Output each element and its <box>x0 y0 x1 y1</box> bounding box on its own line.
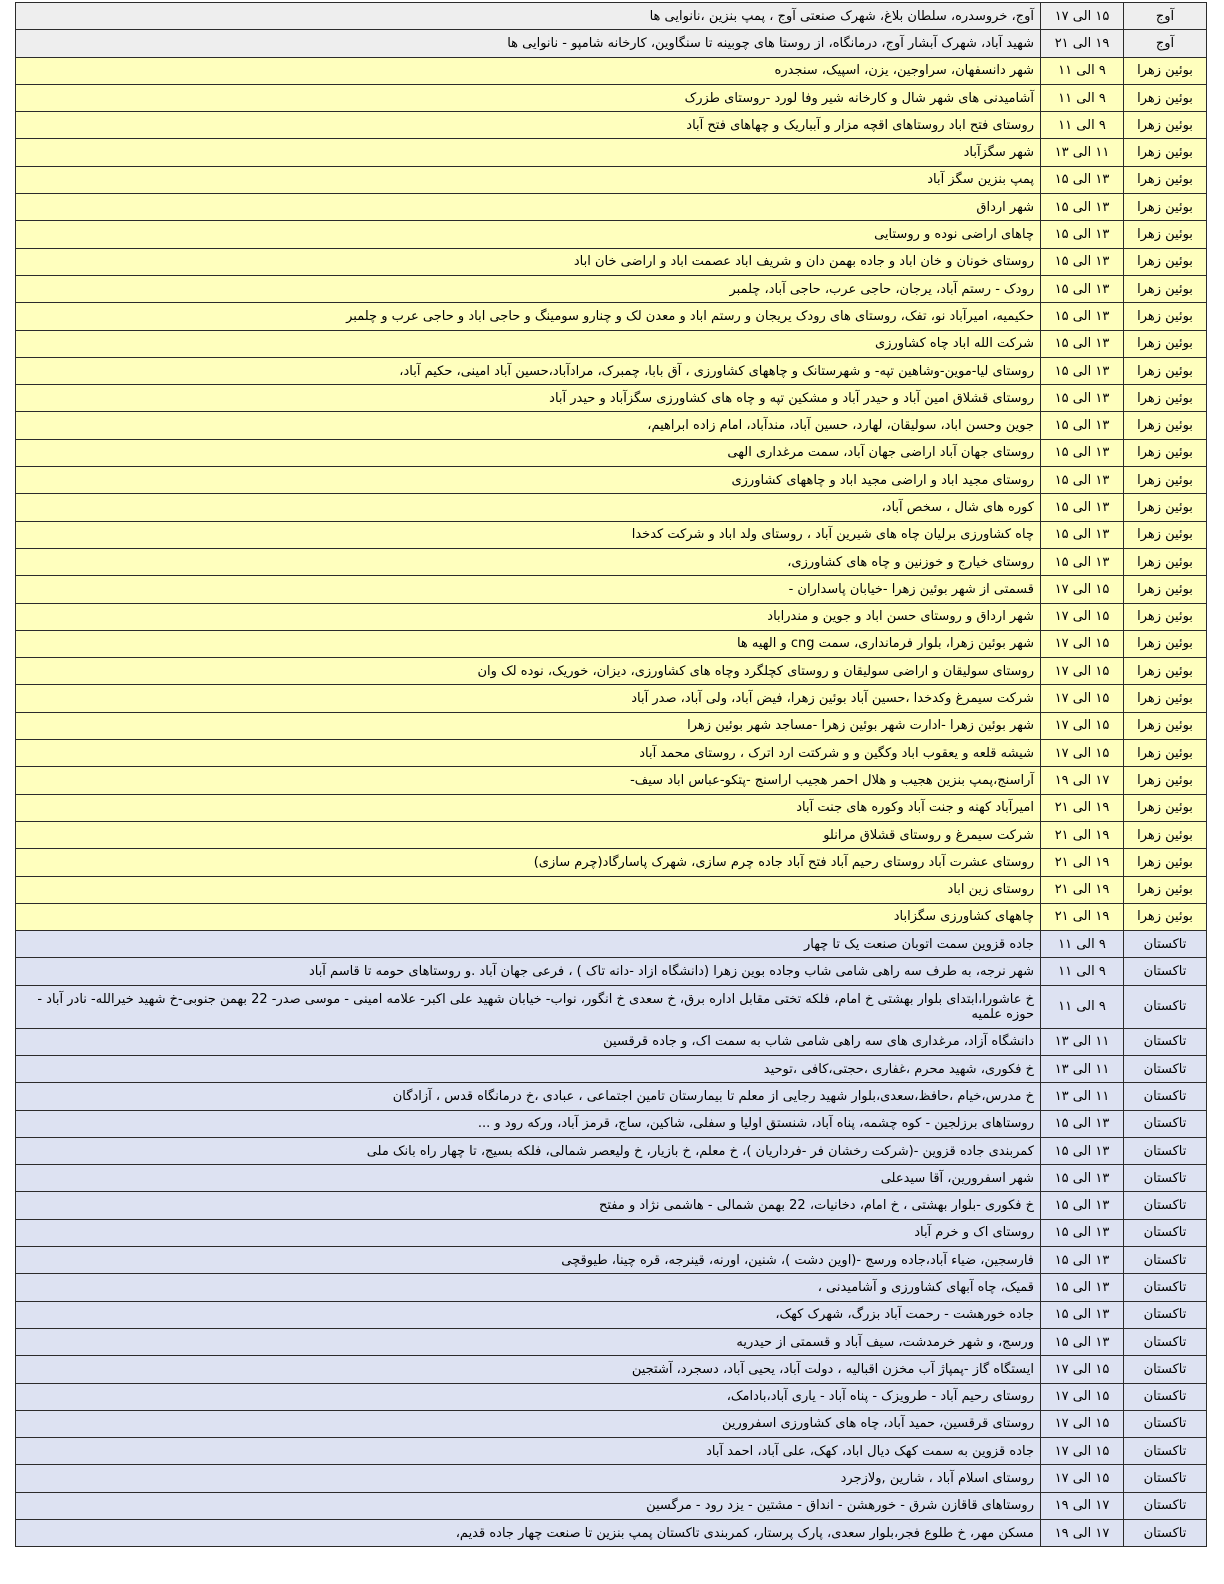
area-cell: روستای اک و خرم آباد <box>16 1219 1041 1246</box>
area-cell: جاده قزوین سمت اتوبان صنعت یک تا چهار <box>16 931 1041 958</box>
table-row <box>16 1137 1207 1164</box>
city-cell: تاکستان <box>1124 1192 1207 1219</box>
city-cell: بوئین زهرا <box>1124 166 1207 193</box>
time-range-cell: ۱۳ الی ۱۵ <box>1041 1328 1124 1355</box>
table-row <box>16 767 1207 794</box>
area-cell: جوین وحسن اباد، سولیقان، لهارد، حسین آباد، مندآباد، امام زاده ابراهیم، <box>16 412 1041 439</box>
table-row <box>16 1410 1207 1437</box>
city-cell: بوئین زهرا <box>1124 303 1207 330</box>
city-cell: تاکستان <box>1124 1110 1207 1137</box>
area-cell: روستای قشلاق امین آباد و حیدر آباد و مشکین تپه و چاه های کشاورزی سگزآباد و حیدر آباد <box>16 385 1041 412</box>
city-cell: بوئین زهرا <box>1124 330 1207 357</box>
city-cell: تاکستان <box>1124 985 1207 1028</box>
time-range-cell: ۱۵ الی ۱۷ <box>1041 740 1124 767</box>
area-cell: خ عاشورا،ابتدای بلوار بهشتی خ امام، فلکه تختی مقابل اداره برق، خ سعدی خ انگور، نواب- خیابان شهید علی اکبر- علامه امینی - موسی صدر- 22 بهمن جنوبی-خ شهید خیرالله- نادر آباد - حوزه علمیه <box>16 985 1041 1028</box>
table-row <box>16 275 1207 302</box>
table-row <box>16 1219 1207 1246</box>
area-cell: شرکت سیمرغ و روستای قشلاق مرانلو <box>16 821 1041 848</box>
city-cell: بوئین زهرا <box>1124 603 1207 630</box>
area-cell: شهر ارداق و روستای حسن اباد و جوین و مندراباد <box>16 603 1041 630</box>
area-cell: جاده خورهشت - رحمت آباد بزرگ، شهرک کهک، <box>16 1301 1041 1328</box>
area-cell: چاهای اراضی نوده و روستایی <box>16 221 1041 248</box>
area-cell: روستای فتح اباد روستاهای اقچه مزار و آبباریک و چهاهای فتح آباد <box>16 112 1041 139</box>
area-cell: شهر ارداق <box>16 194 1041 221</box>
area-cell: شرکت الله اباد چاه کشاورزی <box>16 330 1041 357</box>
city-cell: بوئین زهرا <box>1124 84 1207 111</box>
table-row <box>16 1438 1207 1465</box>
table-row <box>16 630 1207 657</box>
table-row <box>16 1383 1207 1410</box>
time-range-cell: ۱۳ الی ۱۵ <box>1041 1165 1124 1192</box>
city-cell: بوئین زهرا <box>1124 658 1207 685</box>
time-range-cell: ۱۵ الی ۱۷ <box>1041 603 1124 630</box>
table-row <box>16 330 1207 357</box>
table-row <box>16 3 1207 30</box>
city-cell: تاکستان <box>1124 1410 1207 1437</box>
time-range-cell: ۱۳ الی ۱۵ <box>1041 357 1124 384</box>
time-range-cell: ۱۵ الی ۱۷ <box>1041 1383 1124 1410</box>
time-range-cell: ۱۵ الی ۱۷ <box>1041 3 1124 30</box>
time-range-cell: ۹ الی ۱۱ <box>1041 57 1124 84</box>
city-cell: بوئین زهرا <box>1124 412 1207 439</box>
time-range-cell: ۱۳ الی ۱۵ <box>1041 194 1124 221</box>
table-row <box>16 903 1207 930</box>
table-row <box>16 1110 1207 1137</box>
time-range-cell: ۱۳ الی ۱۵ <box>1041 330 1124 357</box>
city-cell: تاکستان <box>1124 1165 1207 1192</box>
table-row <box>16 194 1207 221</box>
city-cell: بوئین زهرا <box>1124 767 1207 794</box>
city-cell: بوئین زهرا <box>1124 385 1207 412</box>
area-cell: روستاهای برزلجین - کوه چشمه، پناه آباد، شنستق اولیا و سفلی، شاکین، ساج، قرمز آباد، ورکه رود و ... <box>16 1110 1041 1137</box>
city-cell: بوئین زهرا <box>1124 548 1207 575</box>
time-range-cell: ۹ الی ۱۱ <box>1041 931 1124 958</box>
area-cell: شهر بوئین زهرا -ادارت شهر بوئین زهرا -مساجد شهر بوئین زهرا <box>16 712 1041 739</box>
city-cell: بوئین زهرا <box>1124 849 1207 876</box>
area-cell: شرکت سیمرغ وکدخدا ،حسین آباد بوئین زهرا، فیض آباد، ولی آباد، صدر آباد <box>16 685 1041 712</box>
area-cell: شهر نرجه، به طرف سه راهی شامی شاب وجاده بوین زهرا (دانشگاه ازاد -دانه تاک ) ، فرعی جهان آباد .و روستاهای حومه تا قاسم آباد <box>16 958 1041 985</box>
time-range-cell: ۱۵ الی ۱۷ <box>1041 658 1124 685</box>
area-cell: کمربندی جاده قزوین -(شرکت رخشان فر -فرداریان )، خ معلم، خ بازیار، خ ولیعصر شمالی، فلکه بسیج، تا چهار راه بانک ملی <box>16 1137 1041 1164</box>
time-range-cell: ۱۳ الی ۱۵ <box>1041 467 1124 494</box>
city-cell: بوئین زهرا <box>1124 275 1207 302</box>
time-range-cell: ۱۳ الی ۱۵ <box>1041 1247 1124 1274</box>
area-cell: روستای عشرت آباد روستای رحیم آباد فتح آباد جاده چرم سازی، شهرک پاسارگاد(چرم سازی) <box>16 849 1041 876</box>
table-row <box>16 958 1207 985</box>
city-cell: تاکستان <box>1124 1438 1207 1465</box>
time-range-cell: ۱۵ الی ۱۷ <box>1041 1410 1124 1437</box>
table-row <box>16 357 1207 384</box>
time-range-cell: ۱۳ الی ۱۵ <box>1041 221 1124 248</box>
city-cell: بوئین زهرا <box>1124 740 1207 767</box>
table-row <box>16 521 1207 548</box>
time-range-cell: ۱۳ الی ۱۵ <box>1041 1110 1124 1137</box>
time-range-cell: ۱۹ الی ۲۱ <box>1041 30 1124 57</box>
city-cell: بوئین زهرا <box>1124 494 1207 521</box>
area-cell: روستای خیارج و خوزنین و چاه های کشاورزی، <box>16 548 1041 575</box>
time-range-cell: ۱۵ الی ۱۷ <box>1041 576 1124 603</box>
table-row <box>16 1247 1207 1274</box>
city-cell: تاکستان <box>1124 1083 1207 1110</box>
area-cell: روستای زین اباد <box>16 876 1041 903</box>
city-cell: تاکستان <box>1124 1137 1207 1164</box>
area-cell: قسمتی از شهر بوئین زهرا -خیابان پاسداران - <box>16 576 1041 603</box>
table-row <box>16 467 1207 494</box>
time-range-cell: ۹ الی ۱۱ <box>1041 985 1124 1028</box>
time-range-cell: ۱۵ الی ۱۷ <box>1041 1465 1124 1492</box>
area-cell: امیرآباد کهنه و جنت آباد وکوره های جنت آباد <box>16 794 1041 821</box>
city-cell: تاکستان <box>1124 1383 1207 1410</box>
table-row <box>16 1274 1207 1301</box>
city-cell: بوئین زهرا <box>1124 903 1207 930</box>
table-row <box>16 658 1207 685</box>
area-cell: روستای سولیقان و اراضی سولیقان و روستای کچلگرد وچاه های کشاورزی، دیزان، خوریک، نوده لک وان <box>16 658 1041 685</box>
time-range-cell: ۱۳ الی ۱۵ <box>1041 275 1124 302</box>
area-cell: ورسج، و شهر خرمدشت، سیف آباد و قسمتی از حیدریه <box>16 1328 1041 1355</box>
area-cell: فارسجین، ضیاء آباد،جاده ورسج -(اوین دشت )، شنین، اورنه، قینرجه، قره چینا، طیوقچی <box>16 1247 1041 1274</box>
city-cell: بوئین زهرا <box>1124 876 1207 903</box>
table-row <box>16 740 1207 767</box>
time-range-cell: ۱۳ الی ۱۵ <box>1041 303 1124 330</box>
table-row <box>16 57 1207 84</box>
time-range-cell: ۹ الی ۱۱ <box>1041 112 1124 139</box>
time-range-cell: ۱۳ الی ۱۵ <box>1041 1219 1124 1246</box>
area-cell: پمپ بنزین سگز آباد <box>16 166 1041 193</box>
city-cell: آوج <box>1124 3 1207 30</box>
area-cell: شهر بوئین زهرا، بلوار فرمانداری، سمت cng و الهیه ها <box>16 630 1041 657</box>
area-cell: روستای اسلام آباد ، شارین ,ولازجرد <box>16 1465 1041 1492</box>
time-range-cell: ۱۵ الی ۱۷ <box>1041 712 1124 739</box>
time-range-cell: ۱۷ الی ۱۹ <box>1041 1492 1124 1519</box>
area-cell: حکیمیه، امیرآباد نو، تفک، روستای های رودک یریجان و رستم اباد و معدن لک و چنارو سومینگ و حاجی اباد و حاجی عرب و چلمبر <box>16 303 1041 330</box>
time-range-cell: ۱۵ الی ۱۷ <box>1041 1356 1124 1383</box>
area-cell: چاههای کشاورزی سگزاباد <box>16 903 1041 930</box>
city-cell: بوئین زهرا <box>1124 57 1207 84</box>
city-cell: تاکستان <box>1124 1274 1207 1301</box>
city-cell: بوئین زهرا <box>1124 194 1207 221</box>
outage-schedule-table <box>15 2 1207 1547</box>
time-range-cell: ۱۷ الی ۱۹ <box>1041 767 1124 794</box>
table-row <box>16 985 1207 1028</box>
city-cell: بوئین زهرا <box>1124 630 1207 657</box>
table-row <box>16 548 1207 575</box>
city-cell: بوئین زهرا <box>1124 221 1207 248</box>
area-cell: روستای قرقسین، حمید آباد، چاه های کشاورزی اسفرورین <box>16 1410 1041 1437</box>
area-cell: آراسنج،پمپ بنزین هجیب و هلال احمر هجیب اراسنج -پتکو-عباس اباد سیف- <box>16 767 1041 794</box>
time-range-cell: ۱۳ الی ۱۵ <box>1041 1192 1124 1219</box>
table-row <box>16 1328 1207 1355</box>
city-cell: تاکستان <box>1124 1055 1207 1082</box>
table-row <box>16 1492 1207 1519</box>
area-cell: روستای خونان و خان اباد و جاده بهمن دان و شریف اباد عصمت اباد و اراضی خان اباد <box>16 248 1041 275</box>
table-row <box>16 1165 1207 1192</box>
time-range-cell: ۱۱ الی ۱۳ <box>1041 1055 1124 1082</box>
time-range-cell: ۱۳ الی ۱۵ <box>1041 548 1124 575</box>
city-cell: تاکستان <box>1124 931 1207 958</box>
table-row <box>16 494 1207 521</box>
time-range-cell: ۱۳ الی ۱۵ <box>1041 1274 1124 1301</box>
area-cell: کوره های شال ، سخص آباد، <box>16 494 1041 521</box>
time-range-cell: ۱۳ الی ۱۵ <box>1041 1137 1124 1164</box>
time-range-cell: ۱۹ الی ۲۱ <box>1041 903 1124 930</box>
city-cell: تاکستان <box>1124 958 1207 985</box>
time-range-cell: ۱۱ الی ۱۳ <box>1041 1028 1124 1055</box>
time-range-cell: ۱۳ الی ۱۵ <box>1041 412 1124 439</box>
area-cell: دانشگاه آزاد، مرغداری های سه راهی شامی شاب به سمت اک، و جاده قرقسین <box>16 1028 1041 1055</box>
city-cell: تاکستان <box>1124 1301 1207 1328</box>
table-row <box>16 876 1207 903</box>
city-cell: تاکستان <box>1124 1465 1207 1492</box>
time-range-cell: ۱۹ الی ۲۱ <box>1041 849 1124 876</box>
time-range-cell: ۱۳ الی ۱۵ <box>1041 385 1124 412</box>
city-cell: بوئین زهرا <box>1124 521 1207 548</box>
area-cell: شهر اسفرورین، آقا سیدعلی <box>16 1165 1041 1192</box>
area-cell: روستای لیا-موین-وشاهین تپه- و شهرستانک و چاههای کشاورزی ، آق بابا، چمبرک، مرادآباد،حسین آباد امینی، حکیم آباد، <box>16 357 1041 384</box>
area-cell: روستای رحیم آباد - طرویزک - پناه آباد - یاری آباد،بادامک، <box>16 1383 1041 1410</box>
table-row <box>16 112 1207 139</box>
city-cell: بوئین زهرا <box>1124 467 1207 494</box>
table-row <box>16 794 1207 821</box>
table-row <box>16 685 1207 712</box>
area-cell: روستای مجید اباد و اراضی مجید اباد و چاههای کشاورزی <box>16 467 1041 494</box>
city-cell: بوئین زهرا <box>1124 439 1207 466</box>
area-cell: مسکن مهر، خ طلوع فجر،بلوار سعدی، پارک پرستار، کمربندی تاکستان پمپ بنزین تا صنعت چهار جاده قدیم، <box>16 1520 1041 1547</box>
city-cell: بوئین زهرا <box>1124 139 1207 166</box>
city-cell: تاکستان <box>1124 1028 1207 1055</box>
time-range-cell: ۱۳ الی ۱۵ <box>1041 521 1124 548</box>
area-cell: رودک - رستم آباد، یرجان، حاجی عرب، حاجی آباد، چلمبر <box>16 275 1041 302</box>
city-cell: بوئین زهرا <box>1124 821 1207 848</box>
time-range-cell: ۹ الی ۱۱ <box>1041 958 1124 985</box>
table-row <box>16 221 1207 248</box>
area-cell: آشامیدنی های شهر شال و کارخانه شیر وفا لورد -روستای طزرک <box>16 84 1041 111</box>
area-cell: شهر سگزآباد <box>16 139 1041 166</box>
city-cell: تاکستان <box>1124 1356 1207 1383</box>
table-row <box>16 84 1207 111</box>
time-range-cell: ۱۱ الی ۱۳ <box>1041 139 1124 166</box>
schedule-body <box>16 3 1207 1547</box>
city-cell: بوئین زهرا <box>1124 712 1207 739</box>
time-range-cell: ۱۵ الی ۱۷ <box>1041 1438 1124 1465</box>
table-row <box>16 1028 1207 1055</box>
time-range-cell: ۱۳ الی ۱۵ <box>1041 1301 1124 1328</box>
table-row <box>16 1083 1207 1110</box>
table-row <box>16 1520 1207 1547</box>
table-row <box>16 849 1207 876</box>
city-cell: تاکستان <box>1124 1520 1207 1547</box>
time-range-cell: ۱۵ الی ۱۷ <box>1041 685 1124 712</box>
time-range-cell: ۱۳ الی ۱۵ <box>1041 166 1124 193</box>
table-row <box>16 821 1207 848</box>
area-cell: خ مدرس،خیام ،حافظ،سعدی،بلوار شهید رجایی از معلم تا بیمارستان تامین اجتماعی ، عبادی ،خ درمانگاه قدس ، آزادگان <box>16 1083 1041 1110</box>
city-cell: تاکستان <box>1124 1247 1207 1274</box>
area-cell: قمیک، چاه آبهای کشاورزی و آشامیدنی ، <box>16 1274 1041 1301</box>
table-row <box>16 412 1207 439</box>
table-row <box>16 139 1207 166</box>
city-cell: بوئین زهرا <box>1124 576 1207 603</box>
table-row <box>16 1465 1207 1492</box>
table-row <box>16 1192 1207 1219</box>
table-row <box>16 166 1207 193</box>
table-row <box>16 303 1207 330</box>
table-row <box>16 30 1207 57</box>
area-cell: ایستگاه گاز -پمپاژ آب مخزن اقبالیه ، دولت آباد، یحیی آباد، دسجرد، آشتجین <box>16 1356 1041 1383</box>
table-row <box>16 1356 1207 1383</box>
table-row <box>16 439 1207 466</box>
time-range-cell: ۱۹ الی ۲۱ <box>1041 821 1124 848</box>
city-cell: تاکستان <box>1124 1492 1207 1519</box>
area-cell: جاده قزوین به سمت کهک دیال اباد، کهک، علی آباد، احمد آباد <box>16 1438 1041 1465</box>
table-row <box>16 603 1207 630</box>
table-row <box>16 931 1207 958</box>
area-cell: شیشه قلعه و یعقوب اباد وکگین و و شرکتت ارد اترک ، روستای محمد آباد <box>16 740 1041 767</box>
table-row <box>16 576 1207 603</box>
city-cell: تاکستان <box>1124 1219 1207 1246</box>
time-range-cell: ۱۱ الی ۱۳ <box>1041 1083 1124 1110</box>
area-cell: شهید آباد، شهرک آبشار آوج، درمانگاه، از روستا های چوبینه تا سنگاوین، کارخانه شامپو - نانوایی ها <box>16 30 1041 57</box>
city-cell: بوئین زهرا <box>1124 794 1207 821</box>
time-range-cell: ۱۵ الی ۱۷ <box>1041 630 1124 657</box>
table-row <box>16 248 1207 275</box>
table-row <box>16 712 1207 739</box>
area-cell: چاه کشاورزی برلیان چاه های شیرین آباد ، روستای ولد اباد و شرکت کدخدا <box>16 521 1041 548</box>
time-range-cell: ۱۳ الی ۱۵ <box>1041 494 1124 521</box>
area-cell: خ فکوری -بلوار بهشتی ، خ امام، دخانیات، 22 بهمن شمالی - هاشمی نژاد و مفتح <box>16 1192 1041 1219</box>
area-cell: شهر دانسفهان، سراوجین، یزن، اسپیک، سنجدره <box>16 57 1041 84</box>
area-cell: خ فکوری، شهید محرم ،غفاری ،حجتی،کافی ،توحید <box>16 1055 1041 1082</box>
time-range-cell: ۱۷ الی ۱۹ <box>1041 1520 1124 1547</box>
time-range-cell: ۱۹ الی ۲۱ <box>1041 876 1124 903</box>
city-cell: بوئین زهرا <box>1124 685 1207 712</box>
area-cell: آوج، خروسدره، سلطان بلاغ، شهرک صنعتی آوج ، پمپ بنزین ،نانوایی ها <box>16 3 1041 30</box>
city-cell: بوئین زهرا <box>1124 112 1207 139</box>
time-range-cell: ۱۳ الی ۱۵ <box>1041 248 1124 275</box>
table-row <box>16 1301 1207 1328</box>
table-row <box>16 385 1207 412</box>
city-cell: تاکستان <box>1124 1328 1207 1355</box>
area-cell: روستاهای قاقازن شرق - خورهشن - انداق - مشتین - یزد رود - مرگسین <box>16 1492 1041 1519</box>
time-range-cell: ۹ الی ۱۱ <box>1041 84 1124 111</box>
time-range-cell: ۱۹ الی ۲۱ <box>1041 794 1124 821</box>
table-row <box>16 1055 1207 1082</box>
time-range-cell: ۱۳ الی ۱۵ <box>1041 439 1124 466</box>
city-cell: آوج <box>1124 30 1207 57</box>
area-cell: روستای جهان آباد اراضی جهان آباد، سمت مرغداری الهی <box>16 439 1041 466</box>
city-cell: بوئین زهرا <box>1124 357 1207 384</box>
city-cell: بوئین زهرا <box>1124 248 1207 275</box>
